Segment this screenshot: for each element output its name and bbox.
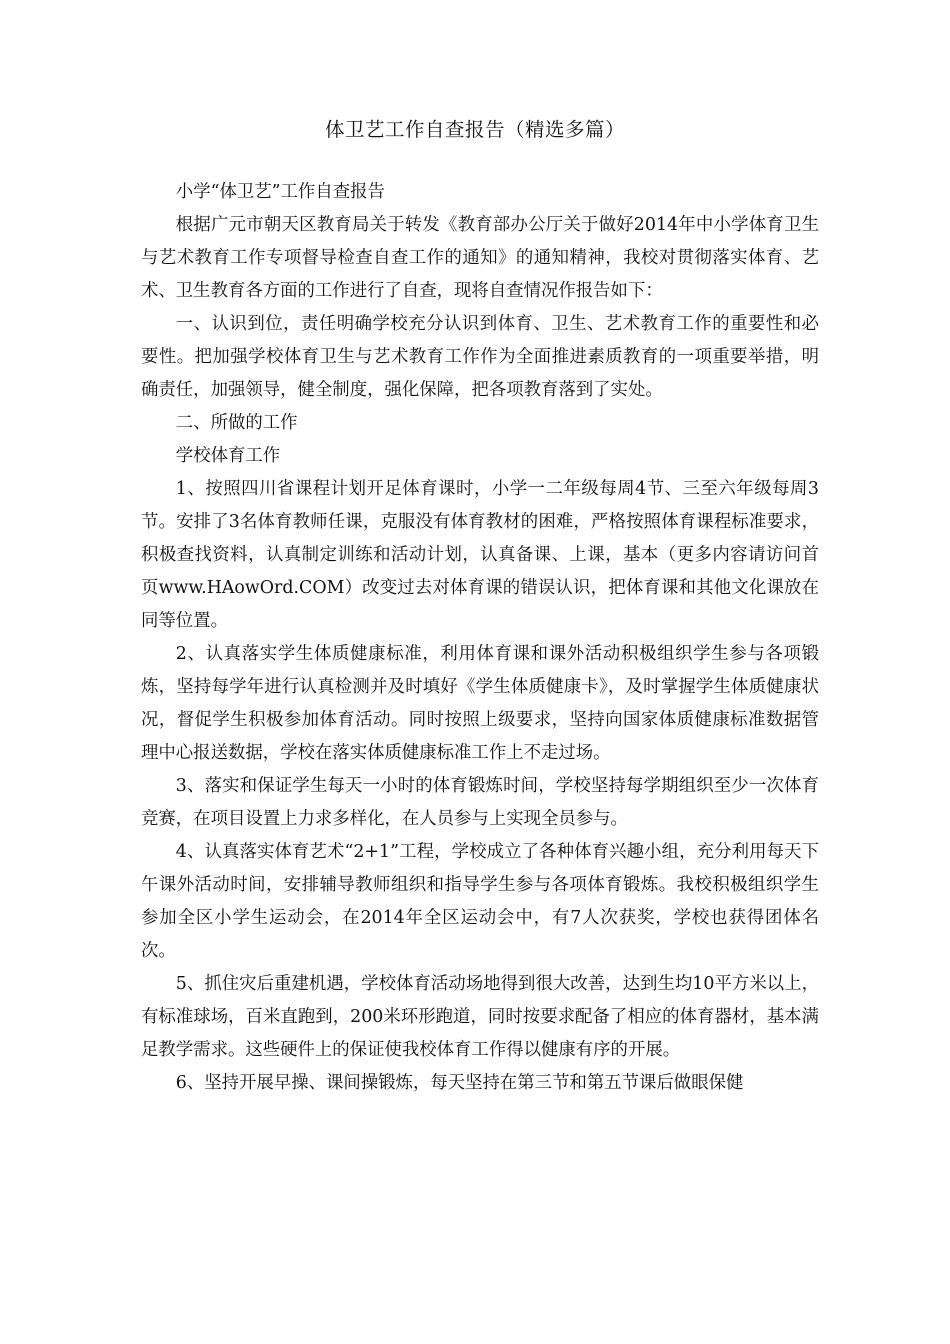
- paragraph-intro: 根据广元市朝天区教育局关于转发《教育部办公厅关于做好2014年中小学体育卫生与艺术教育工作专项督导检查自查工作的通知》的通知精神，我校对贯彻落实体育、艺术、卫生教育各方面的工作进行了自查，现将自查情况作报告如下：: [141, 215, 819, 301]
- paragraph-item-4: 4、认真落实体育艺术“2+1”工程，学校成立了各种体育兴趣小组，充分利用每天下午课外活动时间，安排辅导教师组织和指导学生参与各项体育锻炼。我校积极组织学生参加全区小学生运动会，在2014年全区运动会中，有7人次获奖，学校也获得团体名次。: [141, 842, 819, 961]
- paragraph-item-5: 5、抓住灾后重建机遇，学校体育活动场地得到很大改善，达到生均10平方米以上，有标准球场，百米直跑到，200米环形跑道，同时按要求配备了相应的体育器材，基本满足教学需求。这些硬件上的保证使我校体育工作得以健康有序的开展。: [141, 974, 819, 1060]
- paragraph-pe-heading: 学校体育工作: [175, 446, 281, 466]
- paragraph-section-2-heading: 二、所做的工作: [175, 413, 298, 433]
- document-body: [141, 176, 819, 1100]
- document-title: 体卫艺工作自查报告（精选多篇）: [324, 118, 625, 141]
- paragraph-item-3: 3、落实和保证学生每天一小时的体育锻炼时间，学校坚持每学期组织至少一次体育竞赛，在项目设置上力求多样化，在人员参与上实现全员参与。: [141, 776, 819, 829]
- paragraph-subtitle: 小学“体卫艺”工作自查报告: [175, 182, 385, 202]
- paragraph-section-1: 一、认识到位，责任明确学校充分认识到体育、卫生、艺术教育工作的重要性和必要性。把加强学校体育卫生与艺术教育工作作为全面推进素质教育的一项重要举措，明确责任，加强领导，健全制度，强化保障，把各项教育落到了实处。: [141, 314, 819, 400]
- paragraph-item-1: 1、按照四川省课程计划开足体育课时，小学一二年级每周4节、三至六年级每周3节。安排了3名体育教师任课，克服没有体育教材的困难，严格按照体育课程标准要求，积极查找资料，认真制定训练和活动计划，认真备课、上课，基本（更多内容请访问首页www.HAowOrd.COM）改变过去对体育课的错误认识，把体育课和其他文化课放在同等位置。: [141, 479, 819, 631]
- paragraph-item-2: 2、认真落实学生体质健康标准，利用体育课和课外活动积极组织学生参与各项锻炼，坚持每学年进行认真检测并及时填好《学生体质健康卡》，及时掌握学生体质健康状况，督促学生积极参加体育活动。同时按照上级要求，坚持向国家体质健康标准数据管理中心报送数据，学校在落实体质健康标准工作上不走过场。: [141, 644, 819, 763]
- paragraph-item-6: 6、坚持开展早操、课间操锻炼，每天坚持在第三节和第五节课后做眼保健: [175, 1073, 744, 1093]
